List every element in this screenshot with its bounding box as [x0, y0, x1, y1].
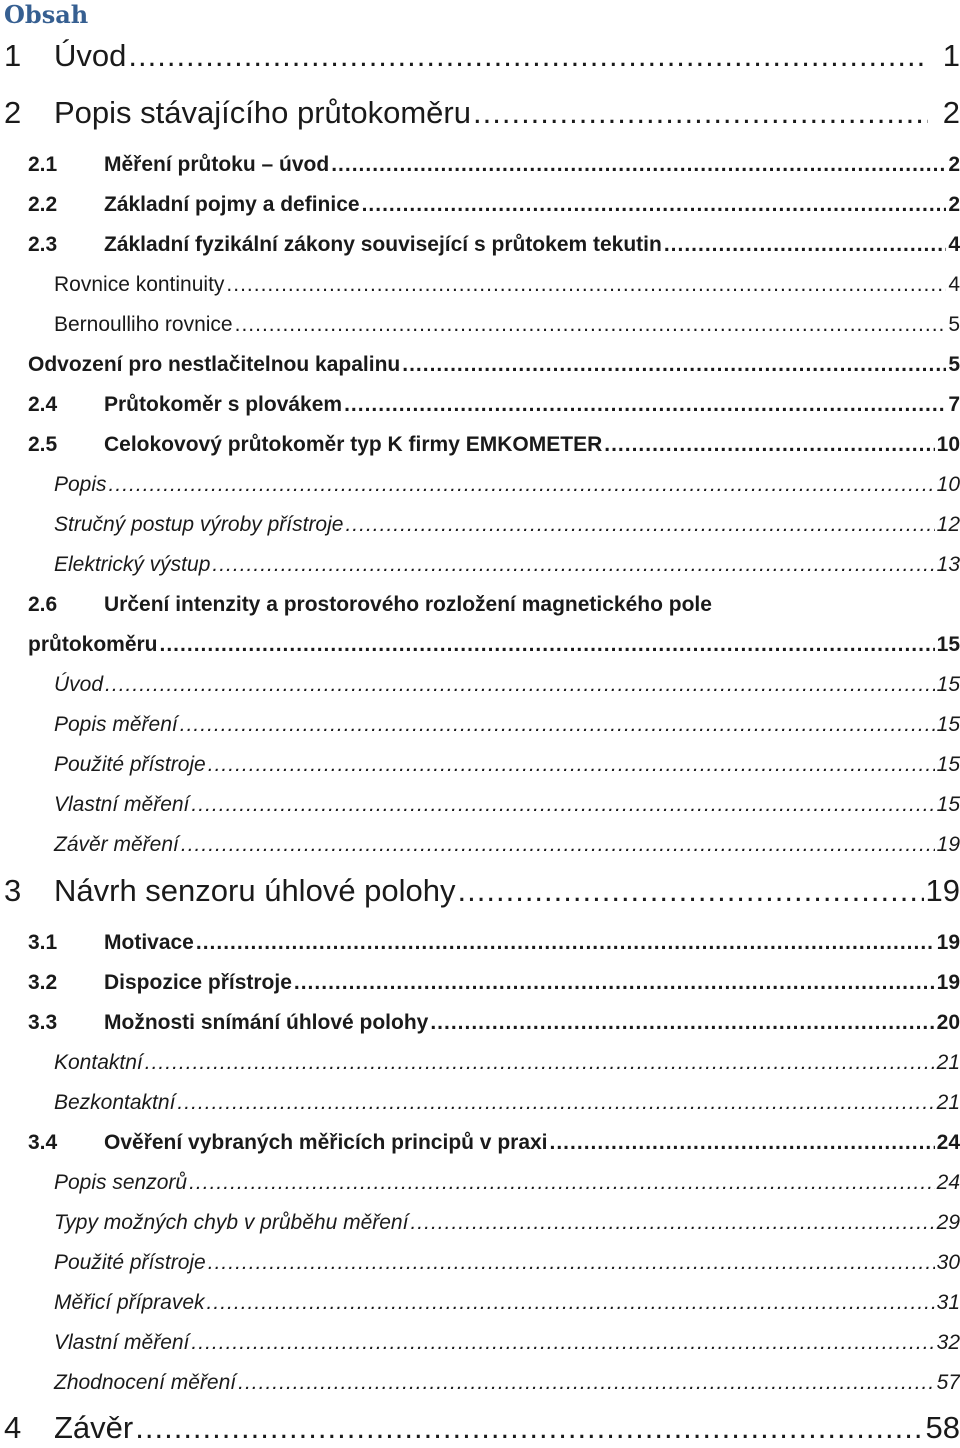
- toc-leader-dots: [189, 1169, 935, 1197]
- toc-number: 2.5: [28, 433, 58, 456]
- toc-title: Motivace: [104, 931, 194, 954]
- toc-leader-dots: [208, 1249, 935, 1277]
- toc-leader-dots: [145, 1049, 935, 1077]
- toc-page-number: 5: [948, 313, 960, 336]
- toc-entry[interactable]: [0, 1369, 960, 1397]
- toc-leader-dots: [207, 1289, 935, 1317]
- toc-page-number: 1: [942, 38, 960, 73]
- toc-title: Měření průtoku – úvod: [104, 153, 330, 176]
- toc-title: Základní fyzikální zákony související s průtokem tekutin: [104, 233, 662, 256]
- toc-entry[interactable]: [0, 1089, 960, 1117]
- toc-page-number: 2: [948, 153, 960, 176]
- toc-leader-dots: [191, 791, 934, 819]
- toc-leader-dots: [345, 511, 934, 539]
- toc-page-number: 13: [936, 553, 960, 576]
- toc-page-number: 24: [936, 1171, 960, 1194]
- toc-title: Závěr: [54, 1410, 134, 1445]
- toc-title: Možnosti snímání úhlové polohy: [104, 1011, 429, 1034]
- toc-leader-dots: [191, 1329, 934, 1357]
- toc-page-number: 20: [936, 1011, 960, 1034]
- toc-leader-dots: [180, 711, 935, 739]
- toc-entry[interactable]: [0, 36, 960, 76]
- toc-entry[interactable]: [0, 791, 960, 819]
- toc-leader-dots: [430, 1009, 934, 1037]
- toc-title: Dispozice přístroje: [104, 971, 292, 994]
- toc-entry[interactable]: [0, 1249, 960, 1277]
- toc-title: Úvod: [54, 673, 104, 696]
- toc-entry[interactable]: [0, 351, 960, 379]
- toc-page-number: 10: [936, 473, 960, 496]
- toc-entry-continuation[interactable]: [0, 631, 960, 659]
- toc-entry[interactable]: [0, 1009, 960, 1037]
- toc-page-number: 32: [936, 1331, 960, 1354]
- toc-number: 2.1: [28, 153, 58, 176]
- toc-heading: Obsah: [4, 0, 89, 29]
- toc-number: 3: [4, 873, 22, 908]
- toc-title: Popis měření: [54, 713, 178, 736]
- toc-entry[interactable]: [0, 93, 960, 133]
- toc-entry[interactable]: [0, 671, 960, 699]
- toc-leader-dots: [105, 671, 935, 699]
- toc-entry[interactable]: [0, 929, 960, 957]
- toc-title: Průtokoměr s plovákem: [104, 393, 343, 416]
- toc-number: 1: [4, 38, 22, 73]
- toc-title: Stručný postup výroby přístroje: [54, 513, 344, 536]
- toc-leader-dots: [196, 929, 935, 957]
- toc-title: Úvod: [54, 38, 127, 73]
- toc-title: Určení intenzity a prostorového rozložení magnetického pole: [104, 593, 712, 616]
- toc-leader-dots: [128, 36, 928, 76]
- toc-leader-dots: [208, 751, 935, 779]
- toc-entry[interactable]: [0, 1289, 960, 1317]
- toc-title: Základní pojmy a definice: [104, 193, 360, 216]
- toc-number: 3.2: [28, 971, 58, 994]
- toc-leader-dots: [410, 1209, 934, 1237]
- toc-page-number: 2: [948, 193, 960, 216]
- toc-entry[interactable]: [0, 151, 960, 179]
- toc-entry[interactable]: [0, 969, 960, 997]
- toc-page-number: 15: [936, 793, 960, 816]
- toc-leader-dots: [362, 191, 947, 219]
- toc-page-number: 19: [936, 971, 960, 994]
- toc-page-number: 10: [936, 433, 960, 456]
- toc-leader-dots: [550, 1129, 935, 1157]
- toc-title: Ověření vybraných měřicích principů v praxi: [104, 1131, 548, 1154]
- toc-leader-dots: [177, 1089, 934, 1117]
- toc-page-number: 58: [925, 1410, 960, 1445]
- toc-number: 3.4: [28, 1131, 58, 1154]
- toc-page-number: 15: [936, 713, 960, 736]
- toc-title: Popis stávajícího průtokoměru: [54, 95, 471, 130]
- toc-page-number: 5: [948, 353, 960, 376]
- toc-leader-dots: [226, 271, 946, 299]
- toc-page-number: 21: [936, 1051, 960, 1074]
- toc-entry[interactable]: [0, 1329, 960, 1357]
- toc-entry[interactable]: [0, 751, 960, 779]
- toc-title: Odvození pro nestlačitelnou kapalinu: [28, 353, 401, 376]
- toc-number: 4: [4, 1410, 22, 1445]
- toc-title: průtokoměru: [28, 633, 158, 656]
- toc-page-number: 15: [936, 753, 960, 776]
- toc-title: Popis: [54, 473, 107, 496]
- toc-page-number: 2: [942, 95, 960, 130]
- toc-entry[interactable]: [0, 471, 960, 499]
- toc-title: Typy možných chyb v průběhu měření: [54, 1211, 409, 1234]
- toc-entry[interactable]: [0, 551, 960, 579]
- toc-entry[interactable]: [0, 311, 960, 339]
- toc-entry[interactable]: [0, 511, 960, 539]
- toc-page-number: 15: [936, 673, 960, 696]
- toc-page-number: 57: [936, 1371, 960, 1394]
- toc-page-number: 4: [948, 273, 960, 296]
- toc-title: Použité přístroje: [54, 1251, 206, 1274]
- toc-leader-dots: [109, 471, 935, 499]
- toc-entry[interactable]: [0, 231, 960, 259]
- toc-entry[interactable]: [0, 831, 960, 859]
- toc-entry[interactable]: [0, 871, 960, 911]
- toc-leader-dots: [294, 969, 935, 997]
- toc-page-number: 19: [925, 873, 960, 908]
- toc-leader-dots: [212, 551, 934, 579]
- toc-page-number: 19: [936, 833, 960, 856]
- toc-entry[interactable]: [0, 591, 960, 619]
- toc-number: 2.4: [28, 393, 58, 416]
- toc-leader-dots: [664, 231, 946, 259]
- toc-page-number: 21: [936, 1091, 960, 1114]
- toc-leader-dots: [473, 93, 928, 133]
- toc-entry[interactable]: [0, 191, 960, 219]
- toc-page-number: 4: [948, 233, 960, 256]
- toc-title: Závěr měření: [54, 833, 179, 856]
- toc-leader-dots: [160, 631, 935, 659]
- toc-title: Celokovový průtokoměr typ K firmy EMKOMETER: [104, 433, 603, 456]
- toc-page-number: 31: [936, 1291, 960, 1314]
- toc-title: Bezkontaktní: [54, 1091, 176, 1114]
- toc-leader-dots: [235, 311, 947, 339]
- toc-number: 2.6: [28, 593, 58, 616]
- toc-leader-dots: [604, 431, 934, 459]
- toc-page-number: 15: [936, 633, 960, 656]
- toc-leader-dots: [238, 1369, 935, 1397]
- toc-entry[interactable]: [0, 1129, 960, 1157]
- toc-page-number: 19: [936, 931, 960, 954]
- toc-entry[interactable]: [0, 1049, 960, 1077]
- toc-number: 2: [4, 95, 22, 130]
- toc-entry[interactable]: [0, 1209, 960, 1237]
- toc-page-number: 24: [936, 1131, 960, 1154]
- toc-leader-dots: [344, 391, 946, 419]
- toc-page-number: 7: [948, 393, 960, 416]
- toc-entry[interactable]: [0, 391, 960, 419]
- toc-leader-dots: [331, 151, 946, 179]
- toc-page-number: 12: [936, 513, 960, 536]
- toc-entry[interactable]: [0, 271, 960, 299]
- toc-leader-dots: [402, 351, 946, 379]
- toc-page-number: 29: [936, 1211, 960, 1234]
- toc-entry[interactable]: [0, 431, 960, 459]
- toc-entry[interactable]: [0, 1408, 960, 1448]
- toc-title: Použité přístroje: [54, 753, 206, 776]
- toc-page-number: 30: [936, 1251, 960, 1274]
- toc-entry[interactable]: [0, 1169, 960, 1197]
- toc-number: 2.3: [28, 233, 58, 256]
- toc-number: 3.1: [28, 931, 58, 954]
- toc-title: Kontaktní: [54, 1051, 143, 1074]
- toc-title: Návrh senzoru úhlové polohy: [54, 873, 456, 908]
- toc-title: Popis senzorů: [54, 1171, 188, 1194]
- toc-title: Měřicí přípravek: [54, 1291, 205, 1314]
- toc-title: Vlastní měření: [54, 1331, 190, 1354]
- toc-title: Rovnice kontinuity: [54, 273, 225, 296]
- toc-leader-dots: [181, 831, 935, 859]
- toc-title: Vlastní měření: [54, 793, 190, 816]
- toc-title: Zhodnocení měření: [54, 1371, 237, 1394]
- toc-number: 2.2: [28, 193, 58, 216]
- toc-entry[interactable]: [0, 711, 960, 739]
- toc-leader-dots: [458, 871, 924, 911]
- toc-number: 3.3: [28, 1011, 58, 1034]
- toc-title: Bernoulliho rovnice: [54, 313, 233, 336]
- toc-title: Elektrický výstup: [54, 553, 211, 576]
- toc-leader-dots: [135, 1408, 923, 1448]
